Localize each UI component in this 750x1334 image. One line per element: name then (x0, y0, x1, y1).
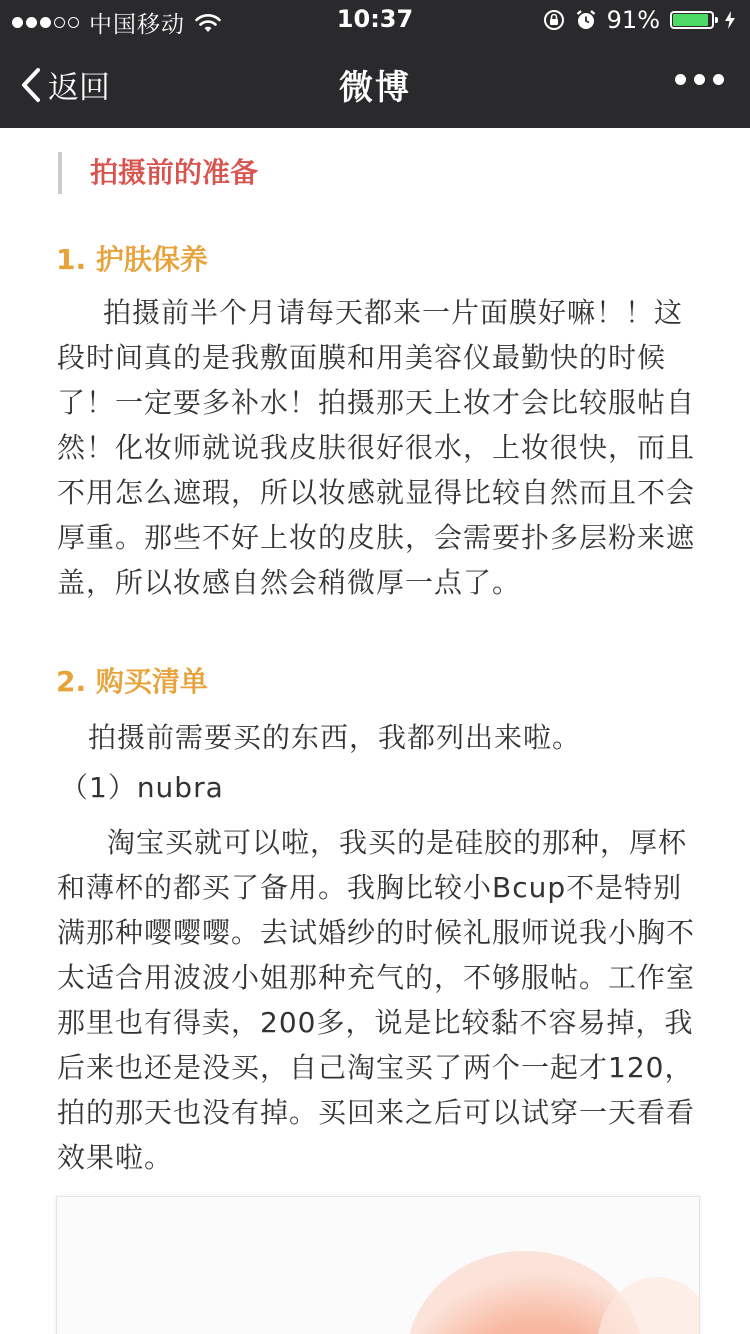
article-content[interactable] (0, 128, 750, 1334)
paragraph-skincare: 拍摄前半个月请每天都来一片面膜好嘛！！这段时间真的是我敷面膜和用美容仪最勤快的时候了！一定要多补水！拍摄那天上妆才会比较服帖自然！化妆师就说我皮肤很好很水，上妆很快，而且不用怎么遮瑕，所以妆感就显得比较自然而且不会厚重。那些不好上妆的皮肤，会需要扑多层粉来遮盖，所以妆感自然会稍微厚一点了。 (57, 296, 696, 599)
product-photo (57, 1197, 699, 1334)
battery-icon (670, 11, 714, 29)
heading-skincare: 1. 护肤保养 (56, 243, 208, 276)
section-title: 拍摄前的准备 (58, 152, 258, 194)
status-bar (0, 0, 750, 40)
back-label: 返回 (48, 70, 110, 106)
battery-level-fill (673, 14, 708, 26)
ellipsis-icon (713, 74, 724, 85)
page-title: 微博 (339, 68, 411, 108)
paragraph-nubra: 淘宝买就可以啦，我买的是硅胶的那种，厚杯和薄杯的都买了备用。我胸比较小Bcup不是特别满那种嘤嘤嘤。去试婚纱的时候礼服师说我小胸不太适合用波波小姐那种充气的，不够服帖。工作室那里也有得卖，200多，说是比较黏不容易掉，我后来也还是没买，自己淘宝买了两个一起才120，拍的那天也没有掉。买回来之后可以试穿一天看看效果啦。 (57, 826, 696, 1174)
ellipsis-icon (694, 74, 705, 85)
battery-cap (715, 17, 718, 23)
orientation-lock-icon (543, 9, 565, 31)
navigation-bar (0, 40, 750, 128)
battery-percent: 91% (606, 6, 660, 34)
status-right (543, 6, 736, 34)
heading-shopping-list: 2. 购买清单 (56, 665, 208, 698)
charging-bolt-icon (724, 11, 736, 29)
article-image[interactable] (56, 1196, 700, 1334)
more-options-button[interactable] (675, 74, 724, 85)
item-nubra: （1）nubra (60, 771, 224, 804)
carrier-name: 中国移动 (89, 12, 185, 38)
shopping-intro: 拍摄前需要买的东西，我都列出来啦。 (88, 721, 582, 754)
ellipsis-icon (675, 74, 686, 85)
alarm-clock-icon (575, 9, 597, 31)
status-time: 10:37 (336, 5, 414, 33)
